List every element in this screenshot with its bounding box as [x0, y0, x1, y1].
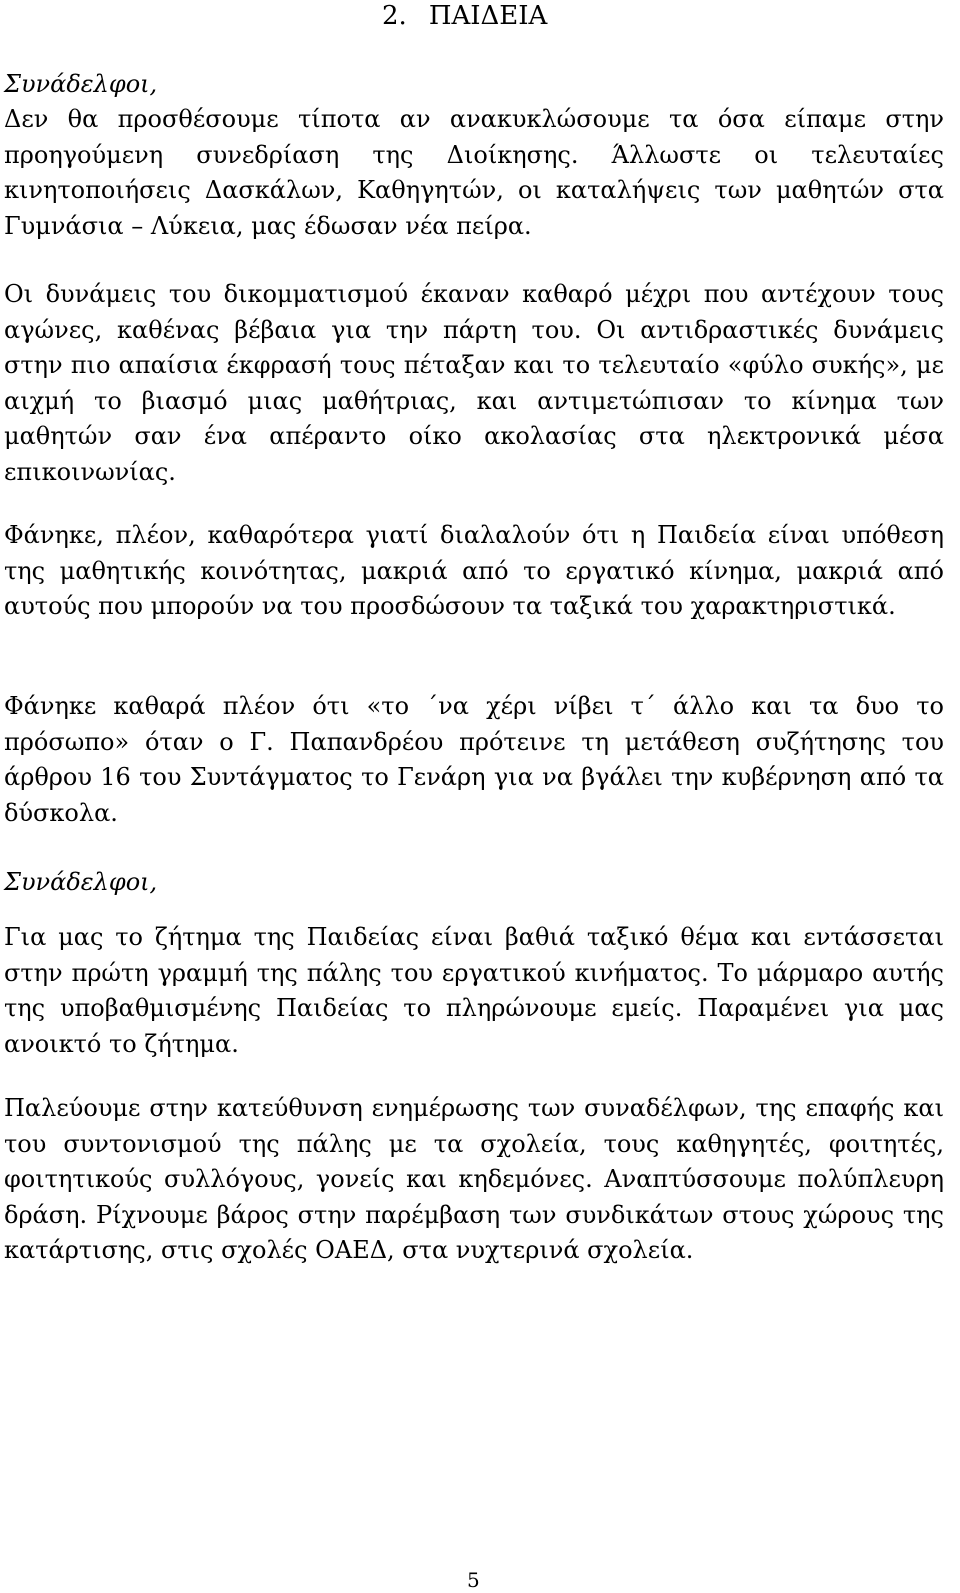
- paragraph-text: Οι δυνάμεις του δικομματισμού έκαναν καθαρό μέχρι που αντέχουν τους αγώνες, καθένας βέβαια για την πάρτη του. Οι αντιδραστικές δυνάμεις στην πιο απαίσια έκφρασή τους πέταξαν και το τελευταίο «φύλο συκής», με αιχμή το βιασμό μιας μαθήτριας, και αντιμετώπισαν το κίνημα των μαθητών σαν ένα απέραντο οίκο ακολασίας στα ηλεκτρονικά μέσα επικοινωνίας.: [4, 280, 944, 486]
- paragraph-text: Για μας το ζήτημα της Παιδείας είναι βαθιά ταξικό θέμα και εντάσσεται στην πρώτη γραμμή της πάλης του εργατικού κινήματος. Το μάρμαρο αυτής της υποβαθμισμένης Παιδείας το πληρώνουμε εμείς. Παραμένει για μας ανοικτό το ζήτημα.: [4, 923, 944, 1058]
- salutation-text: Συνάδελφοι,: [4, 70, 158, 98]
- paragraph-2: [4, 277, 944, 490]
- salutation-second: [4, 864, 944, 900]
- paragraph-4: [4, 689, 944, 831]
- paragraph-3: [4, 518, 944, 625]
- salutation-text: Συνάδελφοι,: [4, 868, 158, 896]
- paragraph-text: Παλεύουμε στην κατεύθυνση ενημέρωσης των συναδέλφων, της επαφής και του συντονισμού της πάλης με τα σχολεία, τους καθηγητές, φοιτητές, φοιτητικούς συλλόγους, γονείς και κηδεμόνες. Αναπτύσσουμε πολύπλευρη δράση. Ρίχνουμε βάρος στην παρέμβαση των συνδικάτων στους χώρους της κατάρτισης, στις σχολές ΟΑΕΔ, στα νυχτερινά σχολεία.: [4, 1094, 944, 1264]
- section-heading: [382, 0, 547, 32]
- paragraph-6: [4, 1091, 944, 1269]
- page-number: 5: [467, 1568, 480, 1592]
- section-title: ΠΑΙΔΕΙΑ: [428, 1, 548, 31]
- paragraph-text: Φάνηκε, πλέον, καθαρότερα γιατί διαλαλούν ότι η Παιδεία είναι υπόθεση της μαθητικής κοινότητας, μακριά από το εργατικό κίνημα, μακριά από αυτούς που μπορούν να του προσδώσουν τα ταξικά του χαρακτηριστικά.: [4, 521, 944, 620]
- paragraph-text: Φάνηκε καθαρά πλέον ότι «το ΄να χέρι νίβει τ΄ άλλο και τα δυο το πρόσωπο» όταν ο Γ. Παπανδρέου πρότεινε τη μετάθεση συζήτησης του άρθρου 16 του Συντάγματος το Γενάρη για να βγάλει την κυβέρνηση από τα δύσκολα.: [4, 692, 944, 827]
- paragraph-5: [4, 920, 944, 1062]
- salutation-first: [4, 66, 944, 102]
- paragraph-1: [4, 102, 944, 244]
- paragraph-text: Δεν θα προσθέσουμε τίποτα αν ανακυκλώσουμε τα όσα είπαμε στην προηγούμενη συνεδρίαση της Διοίκησης. Άλλωστε οι τελευταίες κινητοποιήσεις Δασκάλων, Καθηγητών, οι καταλήψεις των μαθητών στα Γυμνάσια – Λύκεια, μας έδωσαν νέα πείρα.: [4, 105, 944, 240]
- section-number: 2.: [382, 1, 407, 31]
